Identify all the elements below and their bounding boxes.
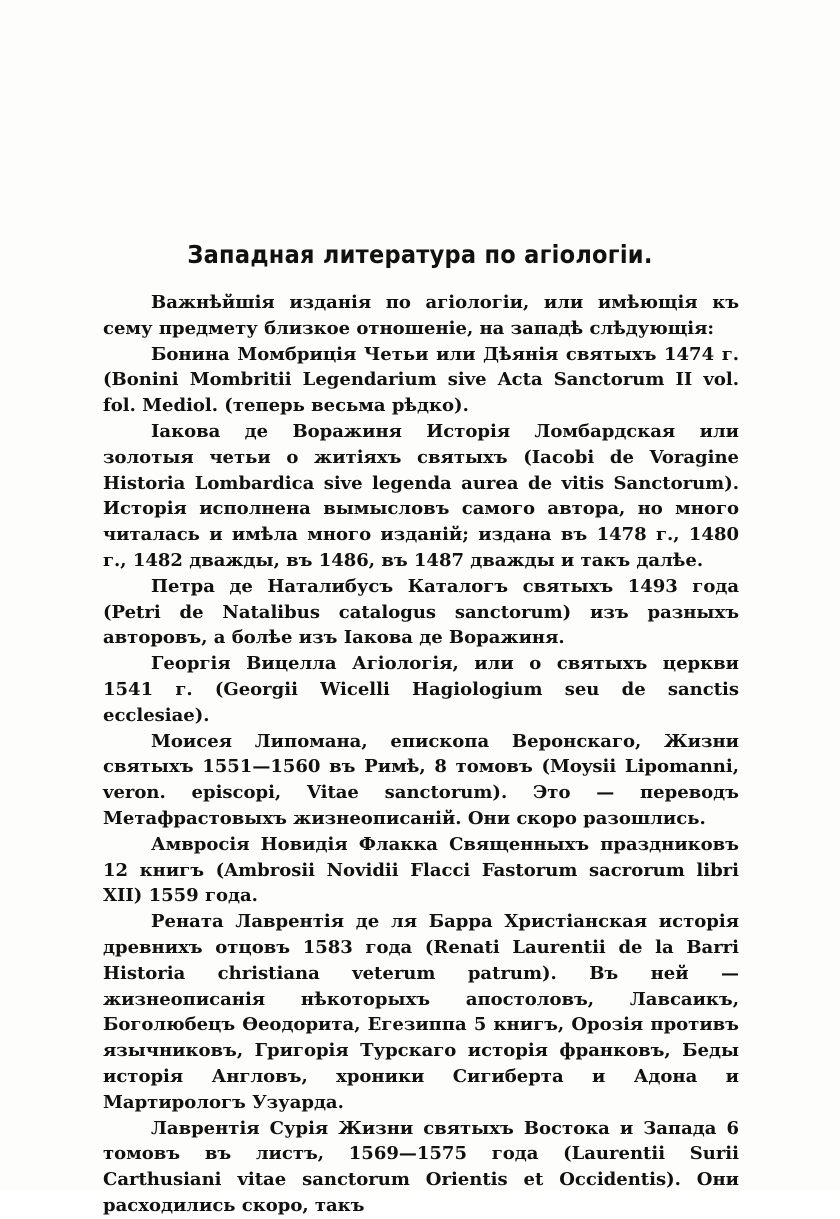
paragraph-intro: Важнѣйшія изданія по агіологіи, или имѣющія къ сему предмету близкое отношеніе, на западѣ слѣдующія:: [103, 292, 739, 339]
page-title: Западная литература по агіологіи.: [187, 240, 653, 269]
paragraph-voragine: Іакова де Воражиня Исторія Ломбардская или золотыя четьи о житіяхъ святыхъ (Iacobi de Voragine Historia Lombardica sive legenda aurea de vitis Sanctorum). Исторія исполнена вымысловъ самого автора, но много читалась и имѣла много изданій; издана въ 1478 г., 1480 г., 1482 дважды, въ 1486, въ 1487 дважды и такъ далѣе.: [103, 420, 739, 571]
paragraph-lipomanni: Моисея Липомана, епископа Веронскаго, Жизни святыхъ 1551—1560 въ Римѣ, 8 томовъ (Moysii Lipomanni, veron. episcopi, Vitae sanctorum). Это — переводъ Метафрастовыхъ жизнеописаній. Они скоро разошлись.: [103, 730, 739, 829]
paragraph-mombritius: Бонина Момбриція Четьи или Дѣянія святыхъ 1474 г. (Bonini Mombritii Legendarium sive Acta Sanctorum II vol. fol. Mediol. (теперь весьма рѣдко).: [103, 343, 739, 417]
paragraph-laurentii-barri: Рената Лаврентія де ля Барра Христіанская исторія древнихъ отцовъ 1583 года (Renati Laurentii de la Barri Historia christiana veterum patrum). Въ ней — жизнеописанія нѣкоторыхъ апостоловъ, Лавсаикъ, Боголюбецъ Ѳеодорита, Егезиппа 5 книгъ, Орозія противъ язычниковъ, Григорія Турскаго исторія франковъ, Беды исторія Англовъ, хроники Сигиберта и Адона и Мартирологъ Узуарда.: [103, 911, 739, 1113]
paragraph-natalibus: Петра де Наталибусъ Каталогъ святыхъ 1493 года (Petri de Natalibus catalogus sanctorum) изъ разныхъ авторовъ, а болѣе изъ Іакова де Воражиня.: [103, 575, 739, 649]
paragraph-surius: Лаврентія Сурія Жизни святыхъ Востока и Запада 6 томовъ въ листъ, 1569—1575 года (Laurentii Surii Carthusiani vitae sanctorum Orientis et Occidentis). Они расходились скоро, такъ: [103, 1117, 739, 1216]
body-text: [103, 290, 739, 1219]
paragraph-novidii: Амвросія Новидія Флакка Священныхъ праздниковъ 12 книгъ (Ambrosii Novidii Flacci Fastorum sacrorum libri XII) 1559 года.: [103, 833, 739, 907]
paragraph-wicelli: Георгія Вицелла Агіологія, или о святыхъ церкви 1541 г. (Georgii Wicelli Hagiologium seu de sanctis ecclesiae).: [103, 653, 739, 726]
